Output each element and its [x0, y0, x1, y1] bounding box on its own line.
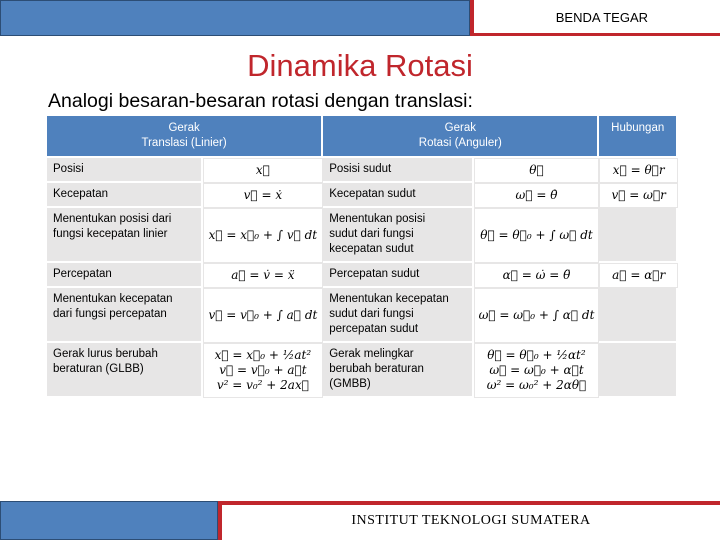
table-header-row: [47, 116, 678, 158]
angular-formula: [474, 208, 600, 263]
relation-formula: [599, 343, 678, 398]
linear-quantity-label-line: Kecepatan: [53, 188, 108, 200]
relation-formula: [599, 288, 678, 343]
angular-quantity-label-line: Percepatan sudut: [329, 268, 420, 280]
angular-quantity-label: [323, 208, 473, 263]
header-linear-line-1: Gerak: [168, 122, 200, 134]
linear-formula-line: v² = v₀² + 2ax⃗: [216, 378, 309, 392]
relation-formula-line: a⃗ = α⃗r: [612, 268, 666, 282]
linear-quantity-label: [47, 288, 203, 343]
table-row: [47, 158, 678, 183]
angular-quantity-label: [323, 343, 473, 398]
angular-formula-line: θ⃗: [529, 163, 544, 177]
analogy-table: [47, 116, 678, 398]
table-row: [47, 183, 678, 208]
angular-quantity-label-line: Kecepatan sudut: [329, 188, 416, 200]
linear-quantity-label: [47, 343, 203, 398]
linear-formula-line: x⃗: [255, 163, 270, 177]
angular-quantity-label: [323, 263, 473, 288]
angular-quantity-label-line: Gerak melingkar: [329, 348, 414, 360]
header-angular-line-2: Rotasi (Anguler): [418, 137, 502, 149]
slide-subtitle: Analogi besaran-besaran rotasi dengan translasi:: [48, 90, 473, 112]
linear-quantity-label-line: beraturan (GLBB): [53, 363, 144, 375]
linear-quantity-label-line: Percepatan: [53, 268, 112, 280]
angular-formula-line: θ⃗ = θ⃗₀ + ∫ ω⃗ dt: [480, 228, 593, 242]
linear-quantity-label-line: Gerak lurus berubah: [53, 348, 158, 360]
linear-formula-line: v⃗ = v⃗₀ + a⃗t: [219, 363, 307, 377]
relation-formula: [599, 158, 678, 183]
header-linear: [47, 116, 323, 158]
relation-formula: [599, 263, 678, 288]
table-row: [47, 208, 678, 263]
header-label: BENDA TEGAR: [555, 10, 648, 25]
angular-formula: [474, 183, 600, 208]
linear-formula: [203, 343, 324, 398]
angular-quantity-label-line: sudut dari fungsi: [329, 308, 414, 320]
linear-formula: [203, 158, 324, 183]
angular-quantity-label-line: sudut dari fungsi: [329, 228, 414, 240]
relation-formula-line: v⃗ = ω⃗r: [611, 188, 666, 202]
angular-quantity-label: [323, 183, 473, 208]
angular-formula: [474, 263, 600, 288]
angular-formula: [474, 343, 600, 398]
linear-formula: [203, 263, 324, 288]
relation-formula: [599, 208, 678, 263]
linear-quantity-label: [47, 183, 203, 208]
linear-quantity-label-line: Menentukan posisi dari: [53, 213, 172, 225]
linear-formula-line: a⃗ = v̇ = ẍ: [231, 268, 295, 282]
linear-formula: [203, 288, 324, 343]
linear-formula-line: v⃗ = v⃗₀ + ∫ a⃗ dt: [208, 308, 318, 322]
linear-quantity-label-line: fungsi kecepatan linier: [53, 228, 168, 240]
footer-bar-blue: [0, 501, 218, 540]
angular-formula-line: ω⃗ = ω⃗₀ + ∫ α⃗ dt: [478, 308, 595, 322]
angular-quantity-label-line: Posisi sudut: [329, 163, 392, 175]
angular-quantity-label-line: kecepatan sudut: [329, 243, 414, 255]
angular-quantity-label-line: percepatan sudut: [329, 323, 419, 335]
table-row: [47, 288, 678, 343]
angular-quantity-label-line: (GMBB): [329, 378, 371, 390]
angular-quantity-label: [323, 158, 473, 183]
linear-formula-line: v⃗ = ẋ: [243, 188, 283, 202]
relation-formula: [599, 183, 678, 208]
linear-formula: [203, 183, 324, 208]
header-relation: Hubungan: [599, 116, 678, 158]
angular-formula-line: ω² = ω₀² + 2αθ⃗: [486, 378, 587, 392]
linear-formula-line: x⃗ = x⃗₀ + ∫ v⃗ dt: [208, 228, 318, 242]
angular-quantity-label: [323, 288, 473, 343]
linear-formula-line: x⃗ = x⃗₀ + ½at²: [214, 348, 312, 362]
relation-formula-line: x⃗ = θ⃗r: [612, 163, 665, 177]
header-angular: [323, 116, 599, 158]
linear-quantity-label: [47, 208, 203, 263]
table-row: [47, 343, 678, 398]
analogy-table-wrapper: [47, 116, 678, 398]
angular-quantity-label-line: Menentukan posisi: [329, 213, 426, 225]
angular-formula-line: ω⃗ = ω⃗₀ + α⃗t: [489, 363, 584, 377]
angular-formula: [474, 288, 600, 343]
linear-formula: [203, 208, 324, 263]
header-angular-line-1: Gerak: [444, 122, 476, 134]
angular-quantity-label-line: berubah beraturan: [329, 363, 424, 375]
linear-quantity-label: [47, 158, 203, 183]
table-row: [47, 263, 678, 288]
linear-quantity-label-line: Posisi: [53, 163, 84, 175]
linear-quantity-label-line: dari fungsi percepatan: [53, 308, 167, 320]
angular-formula-line: α⃗ = ω̇ = θ̈: [502, 268, 571, 282]
angular-formula-line: ω⃗ = θ̇: [515, 188, 558, 202]
slide-title: Dinamika Rotasi: [247, 48, 473, 83]
linear-quantity-label: [47, 263, 203, 288]
linear-quantity-label-line: Menentukan kecepatan: [53, 293, 173, 305]
angular-quantity-label-line: Menentukan kecepatan: [329, 293, 449, 305]
header-bar-blue: [0, 0, 470, 36]
angular-formula-line: θ⃗ = θ⃗₀ + ½αt²: [487, 348, 586, 362]
footer-institution: INSTITUT TEKNOLOGI SUMATERA: [351, 513, 591, 528]
angular-formula: [474, 158, 600, 183]
header-linear-line-2: Translasi (Linier): [141, 137, 227, 149]
